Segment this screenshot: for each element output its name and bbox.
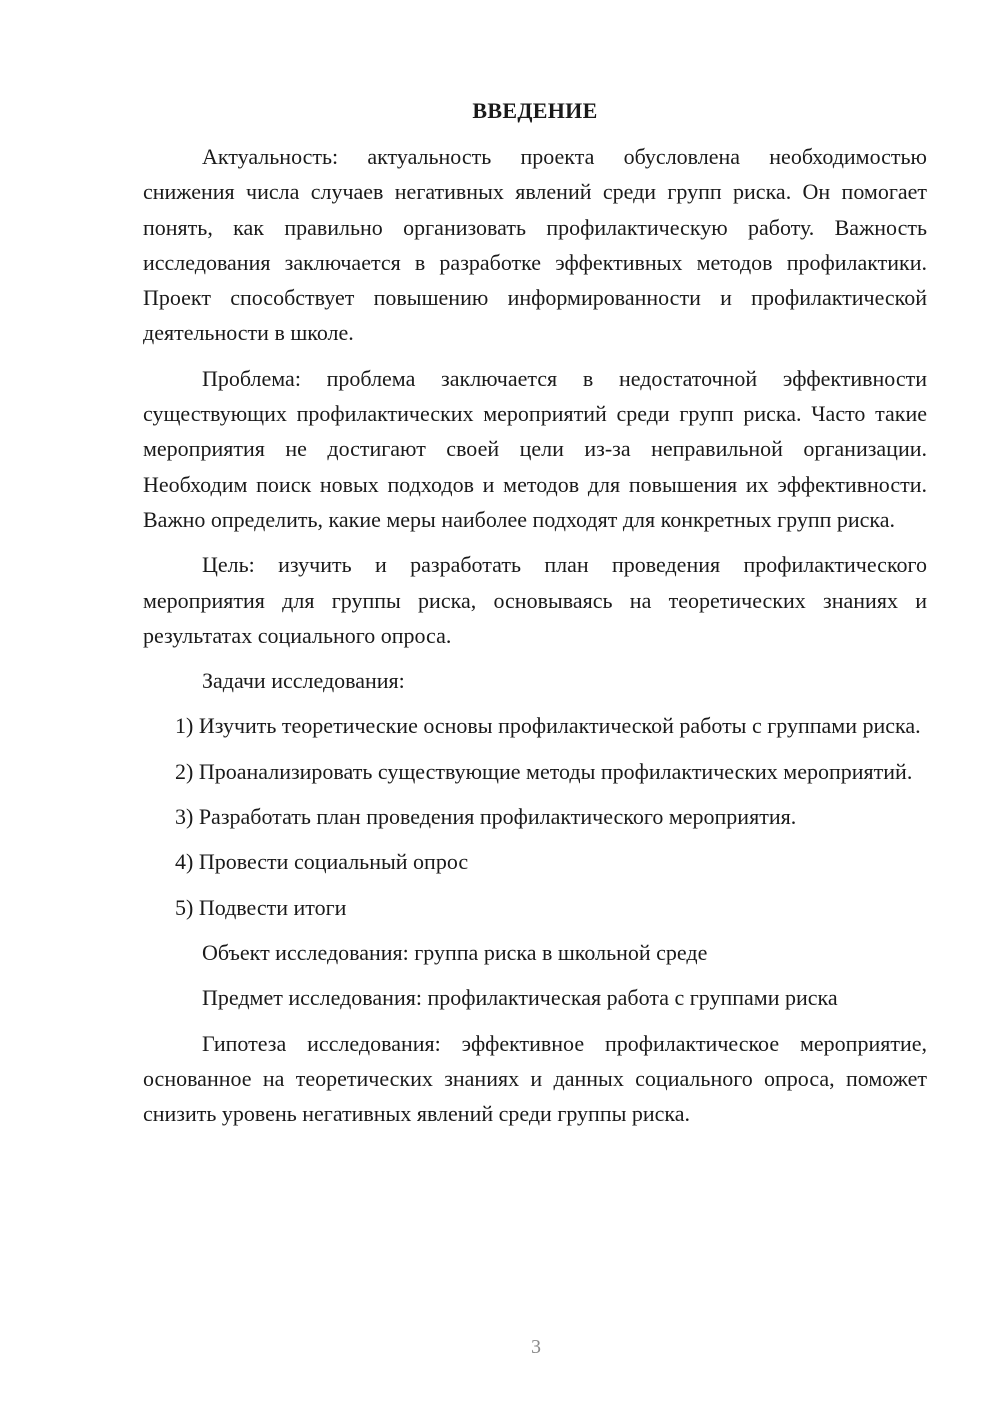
task-item-4: 4) Провести социальный опрос: [175, 849, 469, 875]
task-item-3: 3) Разработать план проведения профилактического мероприятия.: [175, 804, 797, 830]
task-item-1: 1) Изучить теоретические основы профилактической работы с группами риска.: [175, 713, 921, 739]
task-item-2: 2) Проанализировать существующие методы профилактических мероприятий.: [175, 758, 913, 784]
page-content: [143, 93, 927, 1141]
goal-paragraph: Цель: изучить и разработать план проведения профилактического мероприятия для группы риска, основываясь на теоретических знаниях и результатах социального опроса.: [143, 552, 927, 648]
research-subject: Предмет исследования: профилактическая работа с группами риска: [202, 985, 838, 1011]
relevance-paragraph: Актуальность: актуальность проекта обусловлена необходимостью снижения числа случаев негативных явлений среди групп риска. Он помогает понять, как правильно организовать профилактическую работу. Важность исследования заключается в разработке эффективных методов профилактики. Проект способствует повышению информированности и профилактической деятельности в школе.: [143, 144, 927, 346]
research-object: Объект исследования: группа риска в школьной среде: [202, 939, 708, 965]
page-number: 3: [531, 1336, 541, 1358]
section-title: ВВЕДЕНИЕ: [472, 98, 598, 123]
research-hypothesis: Гипотеза исследования: эффективное профилактическое мероприятие, основанное на теоретических знаниях и данных социального опроса, поможет снизить уровень негативных явлений среди группы риска.: [143, 1030, 927, 1127]
tasks-heading: Задачи исследования:: [202, 668, 405, 694]
task-item-5: 5) Подвести итоги: [175, 894, 347, 920]
problem-paragraph: Проблема: проблема заключается в недостаточной эффективности существующих профилактических мероприятий среди групп риска. Часто такие мероприятия не достигают своей цели из-за неправильной организации. Необходим поиск новых подходов и методов для повышения их эффективности. Важно определить, какие меры наиболее подходят для конкретных групп риска.: [143, 365, 927, 532]
